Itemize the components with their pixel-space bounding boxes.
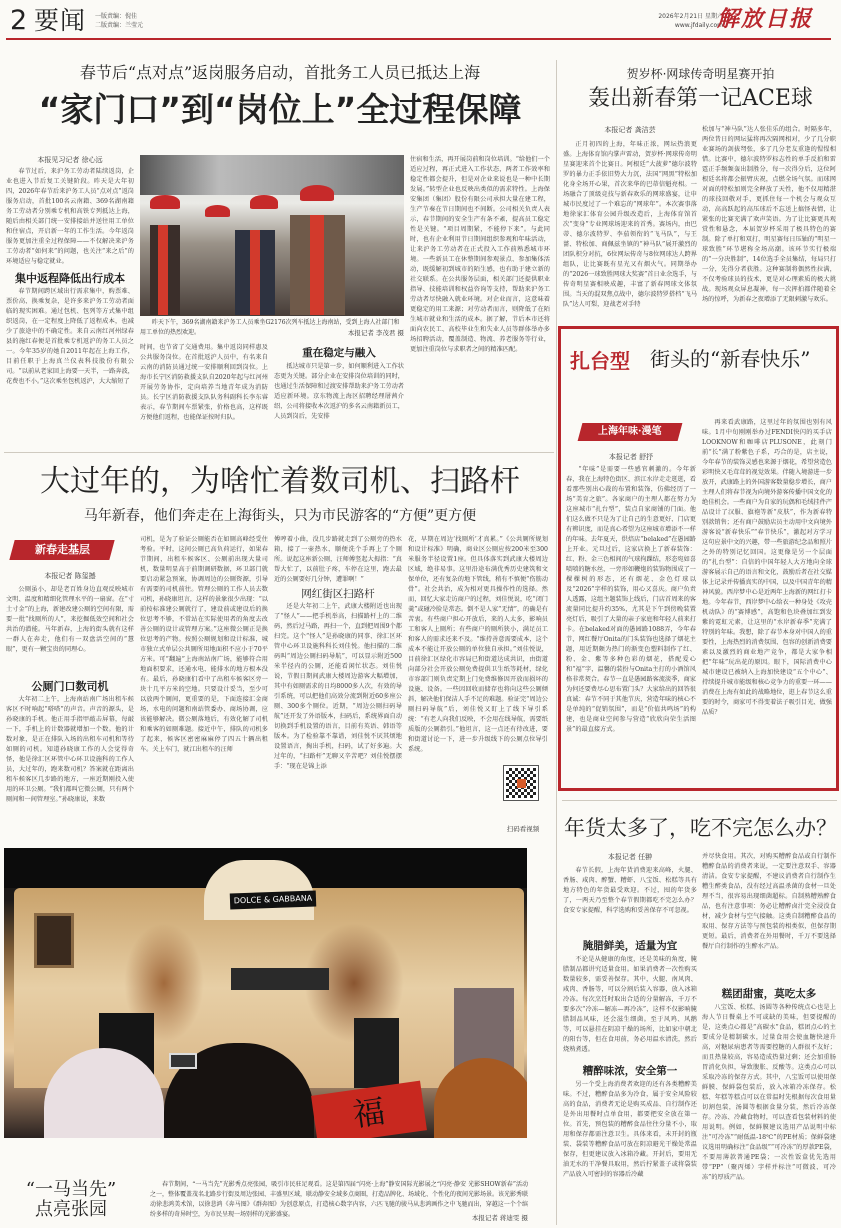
photo-zhangyuan-light-show bbox=[4, 848, 527, 1138]
story2-headline: 轰出新春第一记ACE球 bbox=[588, 86, 813, 111]
editor-2: 二版责编：兰莹元 bbox=[95, 22, 144, 29]
masthead-logo: 解放日报 bbox=[716, 6, 813, 32]
story3-subhead-2: 网红街区扫路杆 bbox=[301, 588, 375, 600]
story5-body-col2b: 八宝饭、松糕、汤圆等各种传统点心也是上海人节日餐桌上不可或缺的美味，但要提醒的是，这类点心都是“高碳水”食品，糕团点心的主要成分是精制碳水，过量食用会使血糖快速升高，对糖尿病患者等需要控糖的人群很不友好；而且热量较高，容易造成热量过剩；还会加重肠胃消化负担，导致腹胀、反酸等。这类点心可以采取冷冻的保存方式。其中，八宝饭可以使用保鲜膜、保鲜袋包装后，放入冰箱冷冻保存。松糕、年糕等糕点可以在常温时先根据每次食用量切割包装，汤圆等根据食量分装，然后冷冻保存。冷冻、冷藏食物时，可以查看包装材料的使用说明。例如，保鲜膜建议选用产品说明中标注“可冷冻”“耐低温-18℃”的PE材质；保鲜袋建议选用明确标注“食品级”“可冷冻”的厚款PE袋，不要用薄款普通PE袋；一次性饭盒优先选用带“PP”（聚丙烯）字样并标注“可微波、可冷冻”的厚质产品。 bbox=[702, 1004, 836, 1181]
story1-body-col3: 抵达城市只是第一步，如何顺利进入工作状态更为关键。部分企业在安排岗位培训的同时，也通过生活保障和过渡安排帮助来沪务工劳动者适应新环境。京东物流上海区招聘经理屠茜介绍，公司将接收本次返沪的多名云南籍新员工，人员到岗后，先安排 bbox=[274, 363, 404, 420]
story1-photo-caption: 昨天下午，369名湖南籍来沪务工人员乘坐G2176次列车抵达上海南站，受到上海人社部门和用工单位的热烈欢迎。 bbox=[140, 319, 400, 336]
story5-byline: 本报记者 任翀 bbox=[607, 853, 653, 861]
story2-body-col1: 正月初四的上海，年味正浓，网坛热浪更盛。上海体育馆内掌声雷动，贺岁杯·网球传奇明星赛迎来首个比赛日。阿根廷“大菠萝”德尔波特罗的暴力正手依旧势大力沉，法国“网黑”特松加化身全场开心果，首次来华的巴蒂信魁亮相。一场融合了顶级竞技与新春欢乐的网球盛宴，让申城市民度过了一个难忘的“网球年”。本次赛事落地徐家汇体育公园升级改造后，上海体育馆首次“变身”专业网球场迎来的首秀。赛场内，由巴蒂、德尔波特罗、李茄领衔的“飞马队”，与王蔷、特松加、商佩兹坐镇的“神马队”展开激烈的团队积分对抗，6位网坛传奇与8位网球达人跨界组队，让比赛既有星光又有烟火气。同期举办的“2026一球致胜网球大奖赛”首日业余选手，与传奇明星赛相映成趣，丰富了新春网球文体氛围。当天的混双焦点战中，德尔波特罗搭档“飞马队”达人可梨，迎战老对手特 bbox=[563, 141, 697, 308]
story5-body-col1: 春节长假，上海年货消费迎来高峰，火腿、香肠、咸肉、醉蟹、糟虾、八宝饭、松糕等具有地方特色的年货最受欢迎。不过，囤的年货多了，一两天乃至整个春节假期都吃不完怎么办？食安专家提醒，科学选购和妥善保存不可忽视。 bbox=[563, 867, 697, 914]
photo-story-title-line2: 点亮张园 bbox=[35, 1199, 107, 1220]
date-block bbox=[658, 12, 723, 30]
story3-body-col3: 傅哼着小曲，没几步路就走到了公厕旁的热水箱，接了一壶热水，顺便洗个手再上了个厕所。说起这座新公厕，汪师傅竖起大拇指：“真帮大忙了，以前肚子疼，车停在这里，跑去最近的公厕要好几分钟，遭罪啊！” bbox=[274, 536, 402, 583]
editor-1: 一版责编：倪佳 bbox=[95, 13, 138, 20]
story5-body-col2: 并尽快食用。其次，对购买糟醉食品或自行制作糟醉食品的消费者来说，一定要注意双手、容器清洁。食安专家提醒，不建议消费者自行制作生糟生醉类食品，没有经过高温杀菌的食材一旦处理不当，很容易出现细菌超标。自制熟糟熟醉食品，也有注意事项：务必让糟醉卤汁完全浸没食材，减少食材与空气接触。这类自制糟醉食品的取用、保存方法等与预包装的相类似，但保存期更短。最后，消费者在外用餐时，千万不要选择餐厅自行制作的生醉水产品。 bbox=[702, 853, 836, 950]
section-divider-right bbox=[562, 800, 837, 801]
editors bbox=[95, 12, 143, 30]
story1-headline: “家门口”到“岗位上”全过程保障 bbox=[38, 90, 522, 129]
story2-kicker: 贺岁杯·网球传奇明星赛开拍 bbox=[626, 67, 775, 81]
story3-body-col2: 司机，是为了验证公厕能否在如厕高峰经受住考验。平时，这间公厕已高负荷运行，如果春节期间，出租车候客区、公厕前出现大量司机，数量明显高于前期调研数据，环卫部门就要启动紧急预案，协调周边的公厕资源，引导有需要的司机前往。管理公厕的工作人员去数司机，孙晓康坦言，这样的景象很少出现：“以前按标准建公厕就行了，建设前或建设后的换位思考不够，不常站在实际使用者的角度去改善公厕的设计或管理方案。”这座微公厕正是换位思考的产物。按照公厕规划和设计标准，城市独立式单层公共厕所用地面积不应小于70平方米。可“翻遍”上海南站南广场，能够符合用地面积要求，还通水电、能排水的地方根本没有。最后，孙晓康们看中了出租车候客区旁一块十几平方米的空地。只要设计妥当，至少可以放两个厕间，更重要的是，下面连接汇金商场，水电的问题和南站管委办、商场协调，应该能够解决。微公厕落地后，有效化解了司机和乘客的如厕难题。接近中午，排队的司机多了起来，候客区密密麻麻停了四五十辆出租车。关上车门，就江出租车的汪师 bbox=[140, 536, 268, 753]
story4-body-col2: 再来看武康路，这里过年的氛围也别有风味。1月中旬刚刚举办过FENDI快闪的买手店LOOKNOW和咖啡店PLUSONE，此刻门前“长”满了粉紫色子系，巧合的是，店主说，今年春节的装饰灵感也来源于烟花，希望营造色彩明快又毛茸茸的视觉效果。伴随入境游进一步放开，武康路上的外国游客数量稳步增长，商户主理人们将春节视为向境外游客传播中国文化的绝佳机会。一些商户为自家的玩偶和毛绒挂件产品设计了汉服、旗袍等新“皮肤”，作为新春特别款销售；还有商户鼓励店员主动用中文向境外游客说“新春快乐”“春节快乐”，激起对方学习这句应景中文的兴趣，带一些旅游纪念品和照片之外的特别记忆回国。这更像是另一个层面的“扎台型”：自信的中国年轻人大方地向全球游客展示自己的语言和文化，鼓励后者在社交媒体上记录并传播真实的中国，以及中国青年的精神风貌。西岸梦中心是近两年上海新的网红打卡地。今年春节，西岸梦中心给衣一种身处《攻壳机动队》的“赛博感”，高饱和色块叠加红到发紫的霓虹元素，让这里的“水岸新春季”充满了特别的年味。我想，除了春节本身对中国人的重要性，上海热烈的消费氛围、包容的创新消费要素以及激烈的商业地产竞争，都是大家争相把“年味”玩出花的原因。眼下，国际消费中心城市建设已被纳入上海加快建设“五个中心”、持续提升城市能级和核心竞争力的重要一环——消费在上海有如此的战略地位，逛上春节这么重要的时令，商家可不得变着法子吸引目光、做强品质？ bbox=[702, 419, 832, 716]
story3-body-col1: 公厕虽小，却是老百姓身边直观反映城市文明、温度和精细化管理水平的一扇窗。在“寸土寸金”的上海，新建改建公厕的空间有限，需要一批“找厕所的人”，来挖掘低效空间和社会共治的潜能。马年新春，上海的街头就有这样一群人在奔走，他们有一双盘活空间的“慧眼”，更有一颗宝贵的同理心。 bbox=[6, 586, 134, 653]
story1-body-col2: 时间，也节省了交通费用。集中返岗同样惠及公共服务岗位。在首批返沪人员中，有名来自云南的消防员通过统一安排顺利回到岗位。上海市长宁区消防救援支队自2020年起与红河州开展劳务协作，定向培养当地青年成为消防员。长宁区消防救援支队队务科副科长李东睿表示，春节期间车票紧张，价格也高，这样既方便他们返程，也能保证按时归队。 bbox=[140, 344, 268, 421]
photo-story-caption: 春节期间，“一马当先”光影秀点亮张园，吸引市民驻足观看。这是第四届“闪亮·上海”静安国际光影展之“闪亮·静安 光影SHOW新春”活动之一，整体覆盖茂名北路步行街及周边张园、丰盛里区域，联动静安全域多点商圈，打造品牌化、场域化、个性化的夜间光影场景。该光影秀联动徐悲鸿美术馆，以徐悲鸿《奔马图》《群奔图》为创意原点，打造核心数字内容，六匹飞驰的骏马从悲鸿画作之中飞驰而出，穿越这一个个缤纷多样的奇异时空，为市民呈现一场别样的光影盛宴。 bbox=[150, 1181, 528, 1218]
qr-label: 扫码看视频 bbox=[506, 825, 540, 833]
story2-byline: 本报记者 龚洁芸 bbox=[604, 126, 656, 134]
story3-column-label-text: 新春走基层 bbox=[34, 543, 90, 556]
photo-story-title bbox=[6, 1180, 136, 1220]
story3-body-col4-tail bbox=[408, 762, 500, 834]
story1-photo-workers bbox=[140, 155, 404, 316]
page-number: 2 bbox=[10, 5, 28, 36]
photo-story-credit: 本报记者 蒋迪雯 摄 bbox=[471, 1214, 528, 1222]
story1-body-col1b: 春节期间跨区域出行需求集中，购票难、票价高、换乘复杂，是许多来沪务工劳动者面临的现实困难。通过包机、包列等方式集中组织返岗，在一定程度上降低了返程成本，也减少了旅途中的不确定性。来自云南红河州绿春县的施红春便是首批乘专机返沪的务工人员之一。今年35岁的她自2011年起在上海工作，目前任职于上海真兰仪表科技股份有限公司。“以前从老家回上海要一天半，一路奔波，花费也不小。”这次乘坐包机返沪，大大缩短了 bbox=[6, 288, 134, 385]
story1-subhead-2: 重在稳定与融入 bbox=[302, 347, 376, 359]
story1-subhead-1: 集中返程降低出行成本 bbox=[15, 272, 125, 285]
fu-sign: 福 bbox=[311, 1081, 427, 1138]
story1-byline: 本报见习记者 徐心远 bbox=[37, 156, 103, 164]
section-title: 要闻 bbox=[34, 6, 87, 35]
story3-subhead-1: 公厕门口数司机 bbox=[31, 680, 109, 693]
story2-body-col2: 松加与“神马队”达人张佳乐的组合。时隔多年，两位昔日的网坛猛将再次隔网相对，少了几分职业赛场的剑拔弩张，多了几分老友重逢的惺惺相惜。比赛中，德尔波特罗标志性的单手反拍和雷霆正手频频轰出制胜分，每一次得分后，这位阿根廷名将都会振臂庆祝，点燃全场气氛。而球网对面的特松加则完全释放了天性，他不仅用精湛的球技回敬对手，更抓住每一个机会与观众互动，高高跃起的高压球后不忘送上搞怪表情，让紧张的比赛充满了欢声笑语。为了让比赛更具观赏性和悬念，本届贺岁杯采用了极具特色的赛制。除了单打和双打，明星赛每日压轴的“明星一球致胜”环节堪称全场高潮。该环节实行极端的“一分决胜制”，14位选手全员集结，每局只打一分，先得分者获胜。这种赛制将偶然性拉满，不仅考验球员的技术，更是对心理素质的极大挑战。现场观众屏息凝神，每一次挥拍都伴随着全场的惊呼，为新春之夜增添了无限刺激与欢乐。 bbox=[702, 126, 836, 303]
photo-story-title-line1: “一马当先” bbox=[25, 1179, 117, 1200]
story5-subhead-2: 糟醉味浓，安全第一 bbox=[582, 1065, 678, 1077]
story1-photo-credit: 本报记者 李茂君 摄 bbox=[347, 329, 404, 337]
website[interactable]: www.jfdaily.com bbox=[674, 22, 723, 29]
story4-byline: 本报记者 舒抒 bbox=[608, 453, 654, 461]
story1-body-col4: 住宿和生活，再开展岗前和岗位培训。“给他们一个适应过程，再正式进入工作状态，两者工作效率和稳定性都会提升，但是对企业来说也是一种中长期发展。”转型企业也反映出类似的需求特性。上海保安集团（集团）股份有限公司承担大量在建工程，生产节奏在节日期间也不间断。公司相关负责人表示，春节期间的安全生产有条不紊，提高员工稳定性是关键。“项目周期紧，不能停下来”。与此同时，也有企业利用节日期间组织参观和年味活动，让来沪务工劳动者在正式投入工作前熟悉城市环境。一些新员工在休整期间参观景点、参加集体活动，既缓解初到城市的陌生感，也有助于建立新的社交联系。在公共服务层面，相关部门还提供职业指导、技能培训和权益咨询等支持，帮助来沪务工劳动者尽快融入就业环境。对企业而言，这意味着更稳定的用工来源；对劳动者而言，则降低了在陌生城市就业和生活的成本。据了解，节后本市还将面向农民工、高校毕业生和失业人员等群体举办多场招聘活动，覆盖制造、物流、养老服务等行业，更加注重岗位与求职者之间的精准匹配。 bbox=[410, 156, 550, 353]
story5-body-col1b: 不论是从健康的角度，还是美味的角度，腌腊制品都讲究适量食用。如果消费者一次性购买数量较多，需妥善保存。其中，火腿、南风肉、咸肉、香肠等，可以分割后装入容器，放入冰箱冷冻。每次烹饪时取出合适的分量解冻，千万不要多次“冷冻—解冻—再冷冻”，这样不仅影响腌腊制品风味，还会滋生细菌。至于风鸡、风鹅等，可以悬挂在阴凉干燥的场所，比如家中朝北的阳台等，但在食用前，务必用温水清洗，然后烧熟煮透。 bbox=[563, 956, 697, 1053]
story3-body-col1b: 大年初二上午，上海南站南广场出租车候客区不时响起“嗒嗒”的声音。声音的源头，是孙晓康的手机。他正用手指甲敲击屏幕，每敲一下，手机上的计数器就增加一个数。他的计数对象，是正在排队入场的出租车司机和等待如厕的司机。知道孙晓康工作的人会觉得奇怪，他是徐汇区环管中心环卫设施科的工作人员，大过年的，跑来数司机？答案就在距离出租车候客区几步路的地方，一座近期刚投入使用的环卫公厕。“我们都叫它微公厕，只有两个厕间和一间管理室。”孙晓康说，来数 bbox=[6, 696, 134, 803]
story4-headline-red: 扎台型 bbox=[570, 349, 630, 373]
column-divider bbox=[556, 60, 557, 1225]
story4-column-label-text: 上海年味·漫笔 bbox=[598, 426, 662, 437]
story5-headline: 年货太多了，吃不完怎么办？ bbox=[564, 816, 837, 840]
story4-column-label bbox=[578, 423, 683, 441]
story5-subhead-3: 糕团甜蜜，莫吃太多 bbox=[721, 988, 817, 1000]
qr-code-center bbox=[517, 779, 526, 788]
header-rule bbox=[6, 38, 831, 40]
story3-body-col3b: 还是大年初二上午，武康大楼附近也出现了“怪人”——把手机举高，扫描路杆上的二维码，然后过马路，再扫一个，直到把周围9个都扫完。这个“怪人”是孙晓康的同事、徐汇区环管中心环卫设施科科长刘佳悦。他扫描的二维码叫“周边公厕扫码导航”，可以显示附近500米半径内的公厕，还能看闲忙状态。刘佳悦说，节假日期间武康大楼周边游客大幅增加，其中有如厕需求的日均8000多人次，有效的导引系统，可以把他们高效分流到附近60多座公厕、300多个厕位。近期，“周边公厕扫码导航”还开发了外语版本，扫码后，系统界面自动切换到手机设置的语言，目前有英语、韩语等版本。为了检验靠不靠谱，刘佳悦不厌其烦地设置语言，掏出手机，扫码，试了好多遍。大过年的，“扫路杆”无聊又辛苦吧？刘佳悦摆摆手：“现在是锦上添 bbox=[274, 603, 402, 770]
story3-byline: 本报记者 陈玺撼 bbox=[44, 572, 96, 580]
section-divider bbox=[4, 452, 554, 453]
story3-headline: 大过年的，为啥忙着数司机、扫路杆 bbox=[40, 464, 520, 499]
story3-body-col4: 花，早期在周边‘找厕所’才真累。”《公共厕所规划和设计标准》明确，商业区公厕应按200米至300米服务半径设置1座。但具体落实到武康大楼周边区域，绝非易事。这里沿途布满优秀历史建筑和文保单位，还有复杂的地下管线，稍有不慎便“伤筋动骨”。社会共治，成为相对更具操作性的选择。然而，回忆大家走访商户的过程，刘佳悦说，吃“闭门羹”或碰冷脸是常态。倒不是人家“无情”，的确是有苦衷。有些商户担心开放后，来的人太多，影响员工和客人上厕所；有些商户的厕所狭小，满足员工和客人的需求还来不及。“维持善意需要成本，这个成本不能让开放公厕的单位独自承担。”刘佳悦说，目前徐汇区绿化市容局已和街道达成共识，由街道向部分社会开放公厕免费提供卫生纸等耗材，绿化市容部门则负责定期上门免费维修因开放而损坏的设施、设备。一些因回收而储存也将向这些公厕倾斜，解决他们保洁人手不足的难题。验证完“周边公厕扫码导航”后，刘佳悦又盯上了线下导引系统：“有老人向我们反映，不会用在线导航，需要纸质版的公厕指引。”他坦言，这一点还有待改进，要和街道讨论一下，进一步升级线下的公厕点位导引系统。 bbox=[408, 536, 548, 753]
story4-headline: 街头的“新春快乐” bbox=[650, 347, 811, 371]
story3-subtitle: 马年新春，他们奔走在上海街头，只为市民游客的“方便”更方便 bbox=[83, 508, 477, 524]
story1-body-col1: 春节过后，来沪务工劳动者陆续返岗，企业也进入节后复工关键阶段。昨天是大年初四，2026年春节后来沪务工人员“点对点”返岗服务启动，首批100名云南籍、369名湖南籍务工劳动者分别乘专机和高铁专列抵达上海，随后由相关部门统一安排接站并送往用工单位和住宿点，开启新一年的工作生活。今年返岗服务更加注重全过程保障——不仅解决来沪务工劳动者“如何来”的问题，也关注“来之后”的环境适应与稳定就业。 bbox=[6, 168, 134, 265]
storefront-sign: DOLCE & GABBANA bbox=[230, 891, 317, 910]
story4-body-col1: “年味”是需要一些感官刺激的。今年新春，我在上海特色街区、滨江水岸走走逛逛，看看那些别出心裁的布置和装饰，仿佛经历了一场“美育之旅”。各家商户的主理人都在努力为这座城市“扎台型”，装点自家商铺的门面。他们这么做不只是为了让自己的生意更好、门店更有辨识度，而是真心希望为这座城市增添不一样的年味。去年夏天，烘焙店“belaked”在愚园路上开业。元旦过后，这家店换上了新春装饰：红、粉、金三色相间的气球拘踝结，形态宛如喜喷喷的糖水丝，一旁形如鞭炮的装饰物围成了一棵棵树的形态，还有烟花、金色灯球以及“2026”字样的装饰，用心又喜庆。商户负责人透露，这组主题装饰上线后，门店首周来的客流量同比提升约35%，尤其是下午到傍晚装置亮灯后，吸引了大量的亲子家庭和年轻人前来打卡。在belaked对面的愚园路1088弄，今年春节，网红餐厅Onita的门头装饰也选择了烟花主题，用近期颇为热门的渐变色塑料制作了红、粉、金、紫等多种色彩的烟花，搭配爱心和“福”字，温馨的装扮与Onita主打的小酒馆风格非常契合。春节一直是愚园路客流淡季，商家为何还要费尽心思布置门头？大家给出的回答很真诚：春节不同于其他节庆，营造年味的核心不是单纯的“促销氛围”，而是“价值共鸣场”的构建，也是商业空间参与营造“欣欣向荣生活图景”的最直接方式。 bbox=[566, 466, 696, 733]
story5-body-col1c: 另一个受上海消费者欢迎的还有各类糟醉美味。不过，糟醉食品多为冷食，属于安全风险较高的食品，消费者无论是购买成品、自行制作还是外出用餐时点单食用，都要把安全放在第一位。首先，预包装的糟醉食品往往分量不小，取用和保存都需注意卫生。具体来看，未开封的瓶装、袋装等糟醉食品可放在阴凉避光干燥处常温保存，但更建议放入冰箱冷藏。开封后，要用无油无水的干净餐具取用，然后拧紧盖子或将袋装产品放入可密封的容器后冷藏 bbox=[563, 1081, 697, 1178]
story3-column-label bbox=[9, 540, 114, 560]
story1-kicker: 春节后“点对点”返岗服务启动，首批务工人员已抵达上海 bbox=[79, 63, 481, 82]
story5-subhead-1: 腌腊鲜美，适量为宜 bbox=[582, 940, 678, 952]
issue-date: 2026年2月21日 星期六 bbox=[658, 13, 723, 20]
